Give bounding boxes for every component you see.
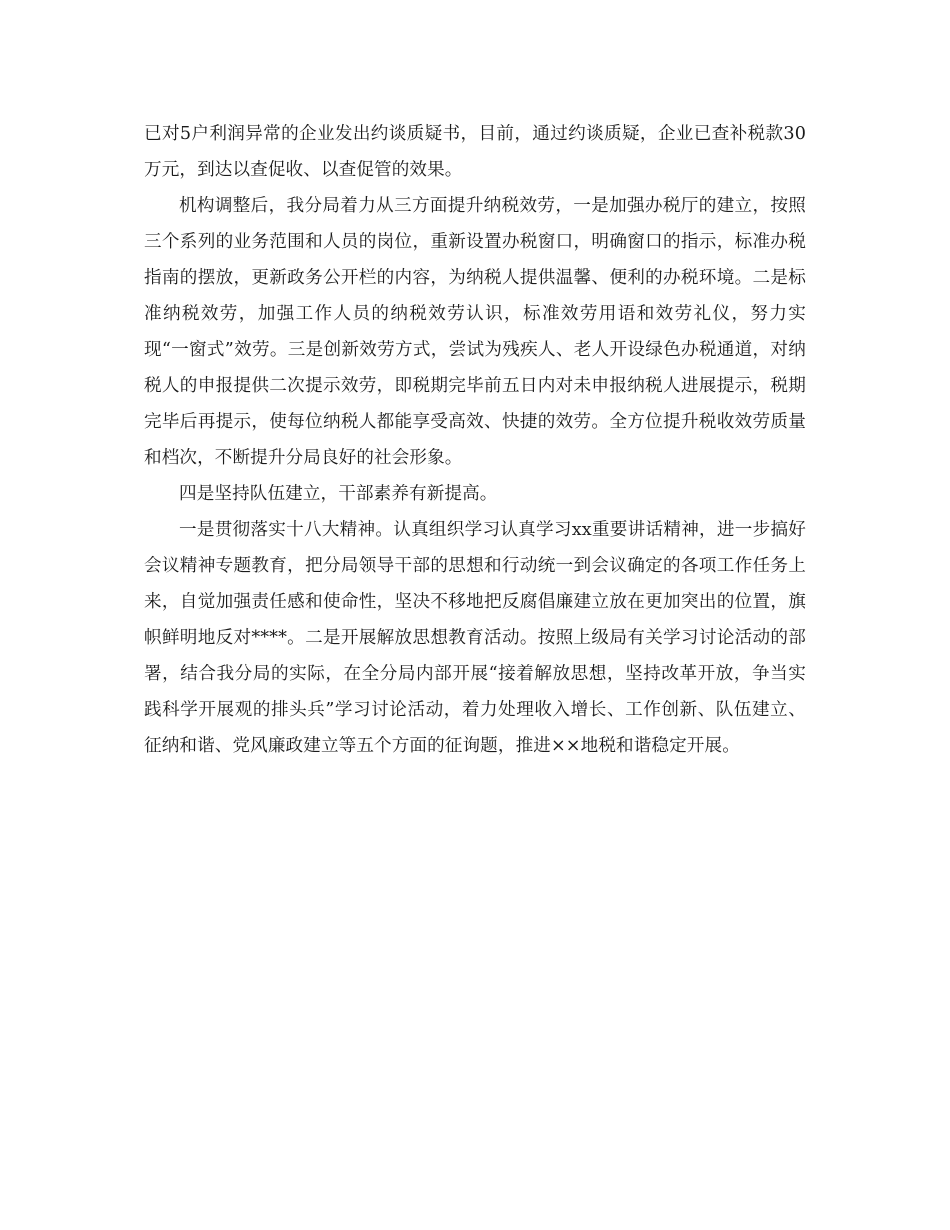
- paragraph-profit-anomaly: 已对5户利润异常的企业发出约谈质疑书，目前，通过约谈质疑，企业已查补税款30万元，到达以查促收、以查促管的效果。: [144, 124, 806, 180]
- paragraph-tax-service: 机构调整后，我分局着力从三方面提升纳税效劳，一是加强办税厅的建立，按照三个系列的业务范围和人员的岗位，重新设置办税窗口，明确窗口的指示，标准办税指南的摆放，更新政务公开栏的内容，为纳税人提供温馨、便利的办税环境。二是标准纳税效劳，加强工作人员的纳税效劳认识，标准效劳用语和效劳礼仪，努力实现“一窗式”效劳。三是创新效劳方式，尝试为残疾人、老人开设绿色办税通道，对纳税人的申报提供二次提示效劳，即税期完毕前五日内对未申报纳税人进展提示，税期完毕后再提示，使每位纳税人都能享受高效、快捷的效劳。全方位提升税收效劳质量和档次，不断提升分局良好的社会形象。: [144, 196, 806, 468]
- document-body: [144, 116, 806, 764]
- paragraph-study-activities: 一是贯彻落实十八大精神。认真组织学习认真学习xx重要讲话精神，进一步搞好会议精神专题教育，把分局领导干部的思想和行动统一到会议确定的各项工作任务上来，自觉加强责任感和使命性，坚决不移地把反腐倡廉建立放在更加突出的位置，旗帜鲜明地反对****。二是开展解放思想教育活动。按照上级局有关学习讨论活动的部署，结合我分局的实际，在全分局内部开展“接着解放思想，坚持改革开放，争当实践科学开展观的排头兵”学习讨论活动，着力处理收入增长、工作创新、队伍建立、征纳和谐、党风廉政建立等五个方面的征询题，推进××地税和谐稳定开展。: [144, 520, 806, 756]
- paragraph-team-building-heading: 四是坚持队伍建立，干部素养有新提高。: [179, 484, 498, 504]
